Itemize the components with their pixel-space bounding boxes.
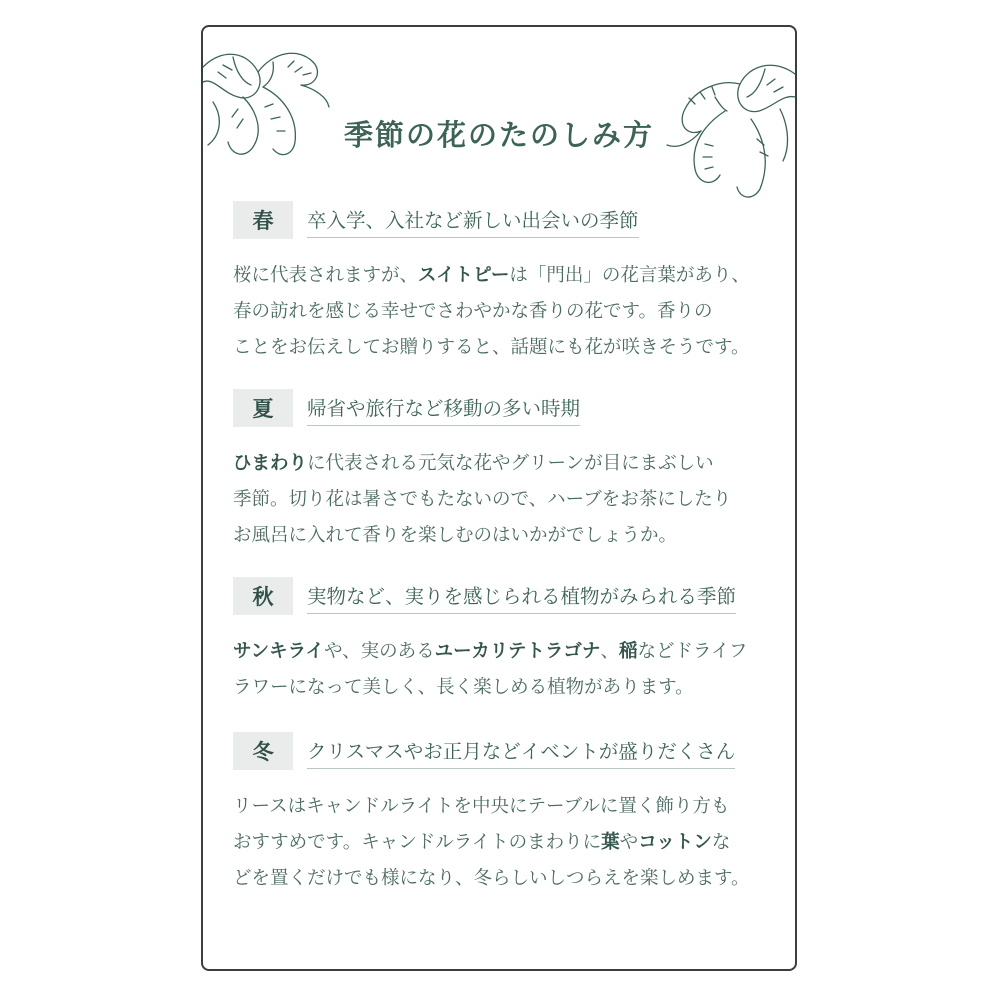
body-text: や xyxy=(619,832,639,853)
body-text: どを置くだけでも様になり、冬らしいしつらえを楽しめます。 xyxy=(233,868,750,889)
body-line xyxy=(233,330,765,366)
section-spring xyxy=(233,201,765,366)
section-winter xyxy=(233,732,765,897)
body-line xyxy=(233,482,765,518)
season-description-winter xyxy=(233,789,765,897)
body-line xyxy=(233,670,765,706)
highlighted-text: コットン xyxy=(638,832,712,853)
highlighted-text: ひまわり xyxy=(233,453,308,474)
body-text: お風呂に入れて香りを楽しむのはいかがでしょうか。 xyxy=(233,525,678,546)
season-header xyxy=(233,577,765,617)
body-line xyxy=(233,789,765,825)
body-text: ことをお伝えしてお贈りすると、話題にも花が咲きそうです。 xyxy=(233,337,750,358)
season-label-autumn: 秋 xyxy=(233,577,293,615)
season-label-spring: 春 xyxy=(233,201,293,239)
season-description-autumn xyxy=(233,634,765,706)
body-text: に代表される元気な花やグリーンが目にまぶしい xyxy=(307,453,714,474)
season-heading-autumn: 実物など、実りを感じられる植物がみられる季節 xyxy=(307,581,736,614)
body-text: おすすめです。キャンドルライトのまわりに xyxy=(233,832,602,853)
highlighted-text: スイトピー xyxy=(418,265,510,286)
season-header xyxy=(233,389,765,429)
body-line xyxy=(233,258,765,294)
body-line xyxy=(233,446,765,482)
body-text: 春の訪れを感じる幸せでさわやかな香りの花です。香りの xyxy=(233,301,713,322)
highlighted-text: 稲 xyxy=(618,641,638,662)
highlighted-text: ユーカリテトラゴナ xyxy=(434,641,601,662)
body-line xyxy=(233,825,765,861)
body-text: 、 xyxy=(600,641,619,662)
season-heading-summer: 帰省や旅行など移動の多い時期 xyxy=(307,393,580,426)
body-text: は「門出」の花言葉があり、 xyxy=(509,265,750,286)
page-title: 季節の花のたのしみ方 xyxy=(343,118,654,152)
body-line xyxy=(233,634,765,670)
season-heading-winter: クリスマスやお正月などイベントが盛りだくさん xyxy=(307,736,735,769)
season-heading-spring: 卒入学、入社など新しい出会いの季節 xyxy=(307,205,639,238)
body-line xyxy=(233,294,765,330)
body-text: リースはキャンドルライトを中央にテーブルに置く飾り方も xyxy=(233,796,730,817)
body-text: 桜に代表されますが、 xyxy=(233,265,419,286)
season-description-summer xyxy=(233,446,765,554)
body-text: ラワーになって美しく、長く楽しめる植物があります。 xyxy=(233,677,694,698)
highlighted-text: サンキライ xyxy=(233,641,325,662)
highlighted-text: 葉 xyxy=(601,832,620,853)
body-text: 季節。切り花は暑さでもたないので、ハーブをお茶にしたり xyxy=(233,489,732,510)
body-text: な xyxy=(711,832,731,853)
season-header xyxy=(233,201,765,241)
body-text: や、実のある xyxy=(324,641,435,662)
season-header xyxy=(233,732,765,772)
body-text: などドライフ xyxy=(637,641,748,662)
body-line xyxy=(233,861,765,897)
section-autumn xyxy=(233,577,765,706)
body-line xyxy=(233,518,765,554)
seasonal-flower-card xyxy=(201,25,797,971)
season-label-winter: 冬 xyxy=(233,732,293,770)
section-summer xyxy=(233,389,765,554)
season-label-summer: 夏 xyxy=(233,389,293,427)
season-description-spring xyxy=(233,258,765,366)
